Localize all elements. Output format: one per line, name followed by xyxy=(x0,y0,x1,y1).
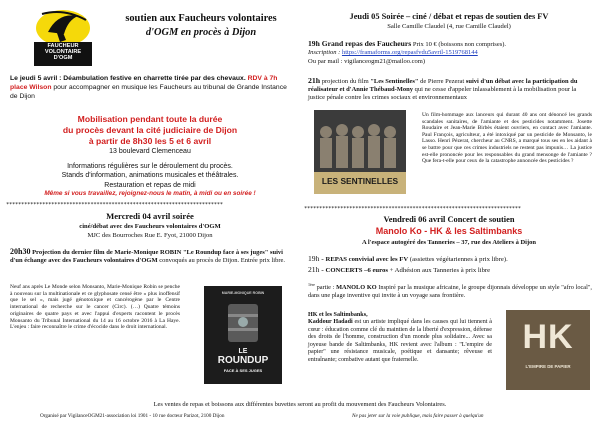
thursday-place: Salle Camille Claudel (4, rue Camille Claudel) xyxy=(387,23,511,30)
hk-title: HK et les Saltimbanks, xyxy=(308,312,368,318)
wednesday-time: 20h30 xyxy=(10,247,31,256)
logo-line-1: FAUCHEUR xyxy=(47,43,79,49)
parade-details: pour accompagner en musique les Faucheurs au tribunal de Grande Instance de Dijon xyxy=(10,83,287,100)
parade-date: Le jeudi 5 avril : Déambulation festive en charrette tirée par des chevaux. xyxy=(10,75,246,82)
parade-paragraph xyxy=(10,75,292,101)
manolo-desc: Inspiré par la musique africaine, le groupe dijonnais développe un style "afro local", dans une plage inventive qui invite à un voyage sans frontière. xyxy=(308,284,592,299)
sentinelles-poster xyxy=(314,110,406,194)
right-column xyxy=(304,4,594,396)
glyphosate-barrel-icon xyxy=(214,300,272,344)
friday-place: A l'espace autogéré des Tanneries – 37, rue des Ateliers à Dijon xyxy=(361,239,537,246)
info-line-4: Même si vous travaillez, rejoignez-nous le matin, à midi ou en soirée ! xyxy=(44,190,256,198)
friday-title: Vendredi 06 avril Concert de soutien xyxy=(383,215,515,224)
wednesday-film: Projection du dernier film de Marie-Monique ROBIN "Le Roundup face à ses juges" suivi d'un échange avec des Faucheurs volontaires d'OGM xyxy=(10,249,283,265)
manolo-paragraph xyxy=(308,282,592,300)
thursday-inscription-label: Inscription : xyxy=(308,49,341,57)
friday-concert-title: CONCERTS –6 euros xyxy=(325,266,388,274)
sentinelles-poster-title: LES SENTINELLES xyxy=(321,176,399,186)
parade-rdv: RDV à 7h place Wilson xyxy=(10,75,278,91)
wednesday-paragraph xyxy=(10,247,292,265)
info-block xyxy=(6,162,294,199)
logo-line-3: D'OGM xyxy=(53,54,73,61)
logo-line-2: VOLONTAIRE xyxy=(44,48,82,55)
thursday-film-paragraph xyxy=(308,76,592,102)
tribunal-address: 13 boulevard Clemenceau xyxy=(109,148,191,155)
friday-concert-time: 21h - xyxy=(308,264,324,274)
header-title-line-2: d'OGM en procès à Dijon xyxy=(145,27,257,39)
roundup-poster-title-2: ROUNDUP xyxy=(217,355,269,366)
roundup-poster-title-3: FACE À SES JUGES xyxy=(223,368,263,373)
friday-bands: Manolo Ko - HK & les Saltimbanks xyxy=(375,226,523,236)
header-title-line-1: soutien aux Faucheurs volontaires xyxy=(125,13,277,24)
stars-divider-left: ************************************************************************ xyxy=(6,202,223,208)
thursday-inscription-link[interactable]: https://framaforms.org/repasfvdu5avril-1519768144 xyxy=(341,49,478,57)
thursday-description: Un film-hommage aux lanceurs qui durant 40 ans ont dénoncé les grands scandales sanitaires, de l'amiante et des pesticides notamment. Josette Roudaire et Jean-Marie Birbès étaient ouvriers, en contact avec l'amiante. Paul François, agriculteur, a été intoxiqué par un pesticide de Monsanto, le Lasso. Henri Pézerat, chercheur au CNRS, a marqué tous ses en les aidant à se battre pour que ces crimes industriels ne restent pas impunis… La justice est-elle prononcée pour les responsables du grand mensonge de l'amiante ? Que fera-t-elle pour ceux de la catastrophe annoncée des pesticides ? xyxy=(422,112,592,165)
thursday-film-title: "Les Sentinelles" xyxy=(370,78,419,85)
footer-disposal-note: Ne pas jeter sur la voie publique, mais faire passer à quelqu'un xyxy=(352,413,484,419)
footer-organizer: Organisé par VigilanceOGM21-association loi 1901 - 10 rue docteur Parizot, 2100 Dijon xyxy=(40,413,225,419)
thursday-mail: Ou par mail : vigilanceogm21@mailoo.com) xyxy=(308,57,425,65)
thursday-meal-title: 19h Grand repas des Faucheurs xyxy=(308,39,412,48)
thursday-film-debate: suivi d'un débat avec la participation du réalisateur et d'Annie Thébaud-Mony xyxy=(308,78,578,94)
footer-line-1: Les ventes de repas et boissons aux différentes buvettes seront au profit du mouvement des Faucheurs Volontaires. xyxy=(153,401,447,408)
wednesday-place: MJC des Bourroches Rue E. Fyot, 21000 Dijon xyxy=(87,232,213,239)
thursday-film-label: projection du film xyxy=(321,78,369,85)
faucheurs-logo xyxy=(28,6,98,68)
wednesday-subtitle: ciné/débat avec des Faucheurs volontaires d'OGM xyxy=(79,223,221,230)
thursday-film-desc: qui ne cesse d'appeler inlassablement à la mobilisation pour la justice pénale contre les crimes sociaux et environnementaux xyxy=(308,86,577,102)
thursday-film-time: 21h xyxy=(308,76,321,85)
mobilisation-line-1: Mobilisation pendant toute la durée xyxy=(77,114,223,124)
thursday-meal-price: Prix 10 € (boissons non comprises). xyxy=(412,41,507,48)
info-line-1: Informations régulières sur le déroulement du procès. xyxy=(67,163,233,170)
stars-divider-right: ************************************************************************ xyxy=(304,206,521,212)
hk-poster-subtitle: L'EMPIRE DE PAPIER xyxy=(525,364,571,369)
hk-poster xyxy=(506,310,590,390)
wednesday-entry: convoqués au procès de Dijon. Entrée prix libre. xyxy=(159,257,286,265)
mobilisation-line-2: du procès devant la cité judiciaire de Dijon xyxy=(62,125,238,135)
left-column xyxy=(6,4,294,396)
wednesday-description: Neuf ans après Le Monde selon Monsanto, Marie-Monique Robin se penche à nouveau sur la multinationale et ce glyphosate censé être « plus inoffensif que le sel », mais jugé génotoxique et cancérogène par le Centre international de recherche sur le cancer (Circ). (…) Quatre témoins originaires de quatre pays et avec l'appui d'experts racontent le procès Monsanto du Tribunal International du 14 au 16 octobre 2016 à La Haye. L'enjeu : faire reconnaître le crime d'écocide dans le droit international. xyxy=(10,284,180,331)
manolo-label: partie : xyxy=(316,284,335,292)
sentinelles-crowd-icon xyxy=(314,110,406,172)
mobilisation-block xyxy=(6,114,294,147)
roundup-poster xyxy=(204,286,282,384)
hk-desc: est un artiste impliqué dans les causes qui lui tiennent à cœur : éducation comme clé du maintien de la liberté d'expression, défense des droits de l'homme, construction d'un monde plus solidaire... Avec sa joyeuse bande de Saltimbanks, HK revient avec l'album : "L'empire de papier" une résistance musicale, poétique et dansante; rêveuse et entraînante; combative autant que fraternelle. xyxy=(308,319,492,363)
info-line-2: Stands d'information, animations musicales et théâtrales. xyxy=(61,172,239,180)
wednesday-title: Mercredi 04 avril soirée xyxy=(106,211,194,221)
friday-concert-detail: + Adhésion aux Tanneries à prix libre xyxy=(389,266,491,274)
info-line-3: Restauration et repas de midi xyxy=(104,181,196,189)
thursday-meal xyxy=(308,39,592,66)
roundup-poster-title-1: LE xyxy=(238,348,248,355)
friday-meal-time: 19h - xyxy=(308,254,324,263)
thursday-title: Jeudi 05 Soirée – ciné / débat et repas de soutien des FV xyxy=(349,12,549,21)
manolo-name: MANOLO KO xyxy=(336,284,377,292)
hk-name: Kaddour Hadadi xyxy=(308,319,353,326)
friday-meal-title: REPAS convivial avec les FV xyxy=(325,256,409,263)
header-title xyxy=(110,12,292,40)
mobilisation-line-3: à partir de 8h30 les 5 et 6 avril xyxy=(88,136,212,146)
friday-meal-detail: (assiettes végétariennes à prix libre). xyxy=(409,256,508,263)
hk-poster-title: HK xyxy=(522,318,574,356)
friday-schedule xyxy=(308,254,592,275)
roundup-poster-author: MARIE-MONIQUE ROBIN xyxy=(221,291,265,295)
thursday-film-director: de Pierre Pezerat xyxy=(420,78,465,85)
hk-paragraph xyxy=(308,312,492,364)
manolo-ordinal: 1ère xyxy=(308,282,315,287)
